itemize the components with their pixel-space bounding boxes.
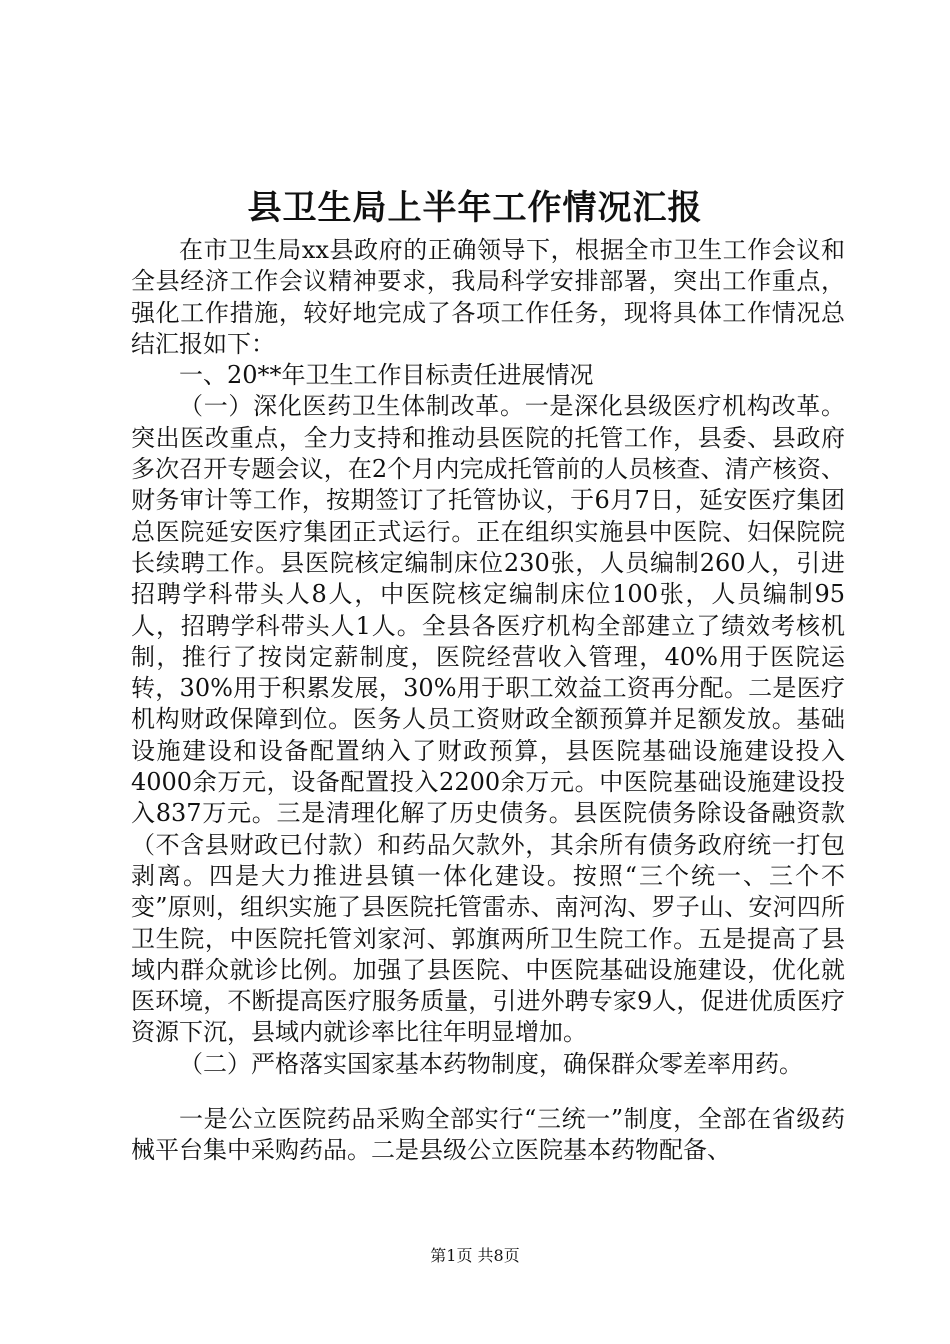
intro-paragraph: 在市卫生局xx县政府的正确领导下，根据全市卫生工作会议和全县经济工作会议精神要求，我局科学安排部署，突出工作重点，强化工作措施，较好地完成了各项工作任务，现将具体工作情况总结汇报如下： [131, 236, 845, 358]
subsection-paragraph-2: 一是公立医院药品采购全部实行“三统一”制度，全部在省级药械平台集中采购药品。二是县级公立医院基本药物配备、 [131, 1105, 845, 1165]
document-body [131, 235, 845, 1167]
document-title: 县卫生局上半年工作情况汇报 [247, 188, 703, 228]
subsection-heading-2: （二）严格落实国家基本药物制度，确保群众零差率用药。 [179, 1049, 803, 1078]
page-number-footer: 第1页 共8页 [430, 1246, 520, 1265]
subsection-paragraph-1: （一）深化医药卫生体制改革。一是深化县级医疗机构改革。突出医改重点，全力支持和推动县医院的托管工作，县委、县政府多次召开专题会议，在2个月内完成托管前的人员核查、清产核资、财务审计等工作，按期签订了托管协议，于6月7日，延安医疗集团总医院延安医疗集团正式运行。正在组织实施县中医院、妇保院院长续聘工作。县医院核定编制床位230张，人员编制260人，引进招聘学科带头人8人，中医院核定编制床位100张，人员编制95人，招聘学科带头人1人。全县各医疗机构全部建立了绩效考核机制，推行了按岗定薪制度，医院经营收入管理，40%用于医院运转，30%用于积累发展，30%用于职工效益工资再分配。二是医疗机构财政保障到位。医务人员工资财政全额预算并足额发放。基础设施建设和设备配置纳入了财政预算，县医院基础设施建设投入4000余万元，设备配置投入2200余万元。中医院基础设施建设投入837万元。三是清理化解了历史债务。县医院债务除设备融资款（不含县财政已付款）和药品欠款外，其余所有债务政府统一打包剥离。四是大力推进县镇一体化建设。按照“三个统一、三个不变”原则，组织实施了县医院托管雷赤、南河沟、罗子山、安河四所卫生院，中医院托管刘家河、郭旗两所卫生院工作。五是提高了县域内群众就诊比例。加强了县医院、中医院基础设施建设，优化就医环境，不断提高医疗服务质量，引进外聘专家9人，促进优质医疗资源下沉，县域内就诊率比往年明显增加。 [131, 392, 845, 1047]
section-heading-1: 一、20**年卫生工作目标责任进展情况 [179, 361, 594, 390]
